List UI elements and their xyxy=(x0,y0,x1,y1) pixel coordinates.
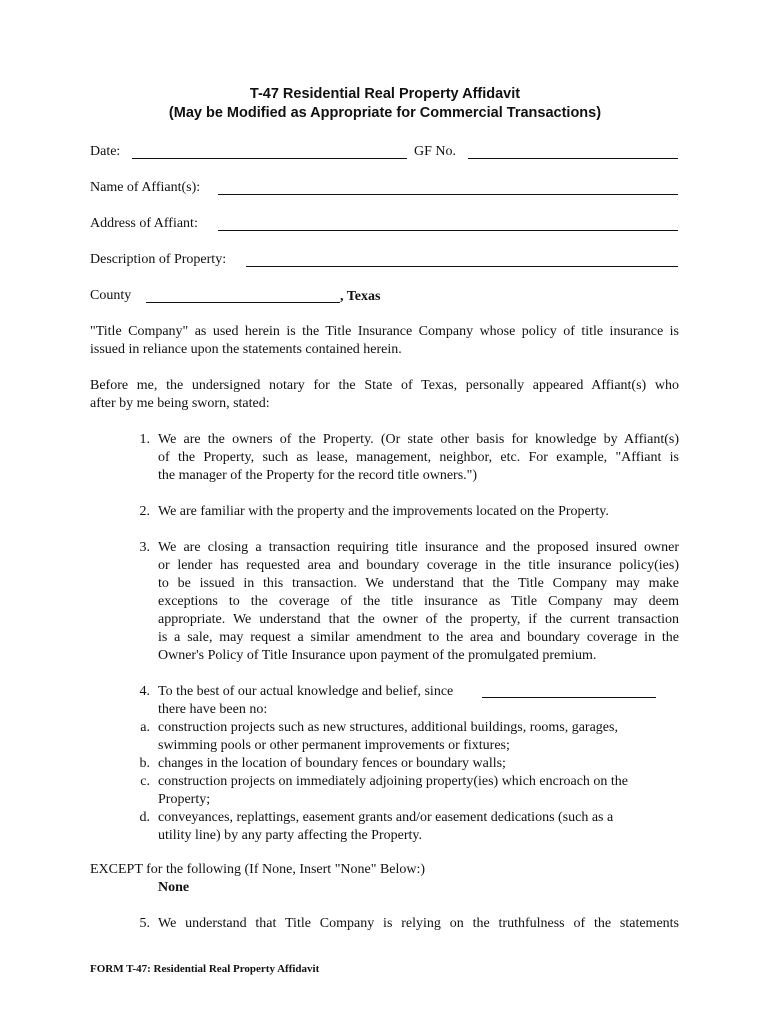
county-field[interactable] xyxy=(146,302,340,303)
notary-statement-line: after by me being sworn, stated: xyxy=(90,396,270,411)
affiant-name-label: Name of Affiant(s): xyxy=(90,180,201,195)
form-subtitle: (May be Modified as Appropriate for Commercial Transactions) xyxy=(168,105,602,121)
date-label: Date: xyxy=(90,144,121,159)
item-number: 2. xyxy=(139,504,150,519)
item-4-line: there have been no: xyxy=(158,702,268,717)
date-field[interactable] xyxy=(132,158,407,159)
item-4-line: To the best of our actual knowledge and belief, since xyxy=(158,684,454,699)
item-1-line: We are the owners of the Property. (Or state other basis for knowledge by Affiant(s) xyxy=(158,432,679,447)
affiant-address-label: Address of Affiant: xyxy=(90,216,198,231)
item-3-line: appropriate. We understand that the owner of the property, if the current transaction xyxy=(158,612,679,627)
subitem-a-line: construction projects such as new structures, additional buildings, rooms, garages, xyxy=(158,720,618,735)
item-5-line: We understand that Title Company is relying on the truthfulness of the statements xyxy=(158,916,679,931)
property-description-label: Description of Property: xyxy=(90,252,227,267)
subitem-d-line: conveyances, replattings, easement grants and/or easement dedications (such as a xyxy=(158,810,614,825)
item-number: 3. xyxy=(139,540,150,555)
item-number: 4. xyxy=(139,684,150,699)
subitem-letter: c. xyxy=(140,774,150,789)
item-3-line: to be issued in this transaction. We understand that the Title Company may make xyxy=(158,576,679,591)
item-3-line: exceptions to the coverage of the title insurance as Title Company may deem xyxy=(158,594,679,609)
affiant-name-field[interactable] xyxy=(218,194,678,195)
item-3-line: Owner's Policy of Title Insurance upon payment of the promulgated premium. xyxy=(158,648,597,663)
notary-statement-line: Before me, the undersigned notary for the State of Texas, personally appeared Affiant(s) who xyxy=(90,378,679,393)
subitem-c-line: Property; xyxy=(158,792,211,807)
item-3-line: We are closing a transaction requiring title insurance and the proposed insured owner xyxy=(158,540,679,555)
item-number: 1. xyxy=(139,432,150,447)
subitem-c-line: construction projects on immediately adjoining property(ies) which encroach on the xyxy=(158,774,629,789)
gf-number-label: GF No. xyxy=(414,144,457,159)
item-2-line: We are familiar with the property and the improvements located on the Property. xyxy=(158,504,609,519)
property-description-field[interactable] xyxy=(246,266,678,267)
item-number: 5. xyxy=(139,916,150,931)
since-date-field[interactable] xyxy=(482,697,656,698)
item-1-line: of the Property, such as lease, management, neighbor, etc. For example, "Affiant is xyxy=(158,450,679,465)
subitem-letter: d. xyxy=(139,810,150,825)
subitem-letter: a. xyxy=(140,720,150,735)
county-state-suffix: , Texas xyxy=(340,289,381,304)
subitem-letter: b. xyxy=(139,756,150,771)
subitem-a-line: swimming pools or other permanent improvements or fixtures; xyxy=(158,738,510,753)
county-label: County xyxy=(90,288,132,303)
subitem-d-line: utility line) by any party affecting the Property. xyxy=(158,828,422,843)
gf-number-field[interactable] xyxy=(468,158,678,159)
form-footer: FORM T-47: Residential Real Property Affidavit xyxy=(90,963,320,975)
except-value[interactable]: None xyxy=(158,880,190,895)
title-company-definition-line: "Title Company" as used herein is the Title Insurance Company whose policy of title insurance is xyxy=(90,324,679,339)
title-company-definition-line: issued in reliance upon the statements contained herein. xyxy=(90,342,402,357)
item-3-line: or lender has requested area and boundary coverage in the title insurance policy(ies) xyxy=(158,558,679,573)
except-label: EXCEPT for the following (If None, Insert "None" Below:) xyxy=(90,862,426,877)
subitem-b-line: changes in the location of boundary fences or boundary walls; xyxy=(158,756,506,771)
item-3-line: is a sale, may request a similar amendment to the area and boundary coverage in the xyxy=(158,630,679,645)
item-1-line: the manager of the Property for the record title owners.") xyxy=(158,468,478,483)
form-title: T-47 Residential Real Property Affidavit xyxy=(249,86,521,102)
affiant-address-field[interactable] xyxy=(218,230,678,231)
